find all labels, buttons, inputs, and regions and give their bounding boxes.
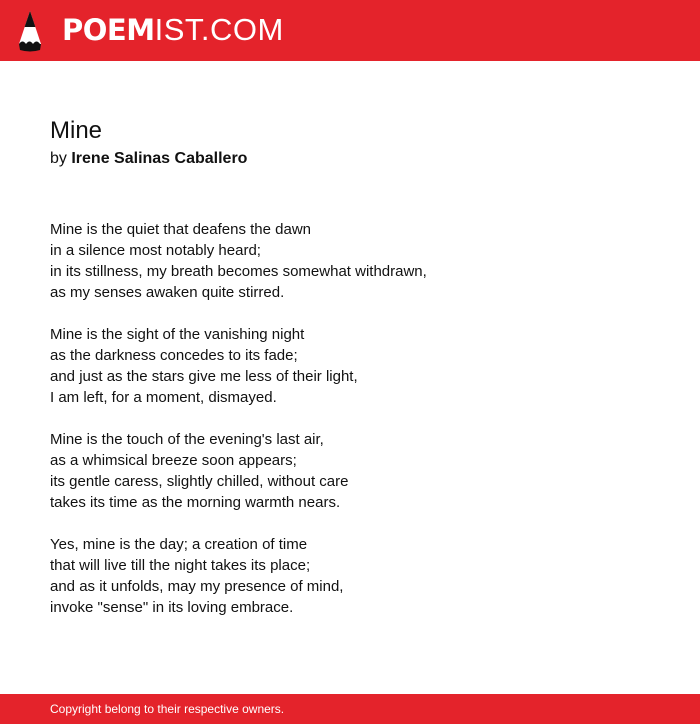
poem-line: in its stillness, my breath becomes somewhat withdrawn, (50, 263, 427, 280)
stanza-3 (50, 429, 650, 513)
author-name: Irene Salinas Caballero (71, 150, 248, 167)
poem-line: Mine is the touch of the evening's last air, (50, 431, 324, 448)
poem-line: that will live till the night takes its place; (50, 557, 311, 574)
poem-line: Mine is the quiet that deafens the dawn (50, 221, 312, 238)
poem-line: in a silence most notably heard; (50, 242, 261, 259)
site-logo[interactable] (62, 12, 284, 48)
pencil-tip-icon[interactable] (17, 10, 43, 52)
by-label: by (50, 150, 67, 167)
poem-line: as the darkness concedes to its fade; (50, 347, 298, 364)
logo-text-light: IST.COM (154, 12, 284, 47)
poem-line: as a whimsical breeze soon appears; (50, 452, 297, 469)
poem-line: as my senses awaken quite stirred. (50, 284, 285, 301)
logo-text-bold: POEM (62, 13, 155, 47)
poem-line: and just as the stars give me less of their light, (50, 368, 358, 385)
site-footer (0, 694, 700, 724)
poem-title: Mine (50, 117, 103, 144)
poem-line: Mine is the sight of the vanishing night (50, 326, 305, 343)
poem-line: and as it unfolds, may my presence of mind, (50, 578, 344, 595)
stanza-2 (50, 324, 650, 408)
stanza-1 (50, 219, 650, 303)
byline (50, 148, 247, 170)
poem-line: Yes, mine is the day; a creation of time (50, 536, 308, 553)
poem-line: takes its time as the morning warmth nears. (50, 494, 341, 511)
site-header (0, 0, 700, 61)
stanza-4 (50, 534, 650, 618)
poem-line: its gentle caress, slightly chilled, without care (50, 473, 349, 490)
copyright-notice: Copyright belong to their respective owners. (50, 702, 285, 716)
poem-line: invoke "sense" in its loving embrace. (50, 599, 294, 616)
poem-body (50, 219, 650, 639)
poem-line: I am left, for a moment, dismayed. (50, 389, 277, 406)
